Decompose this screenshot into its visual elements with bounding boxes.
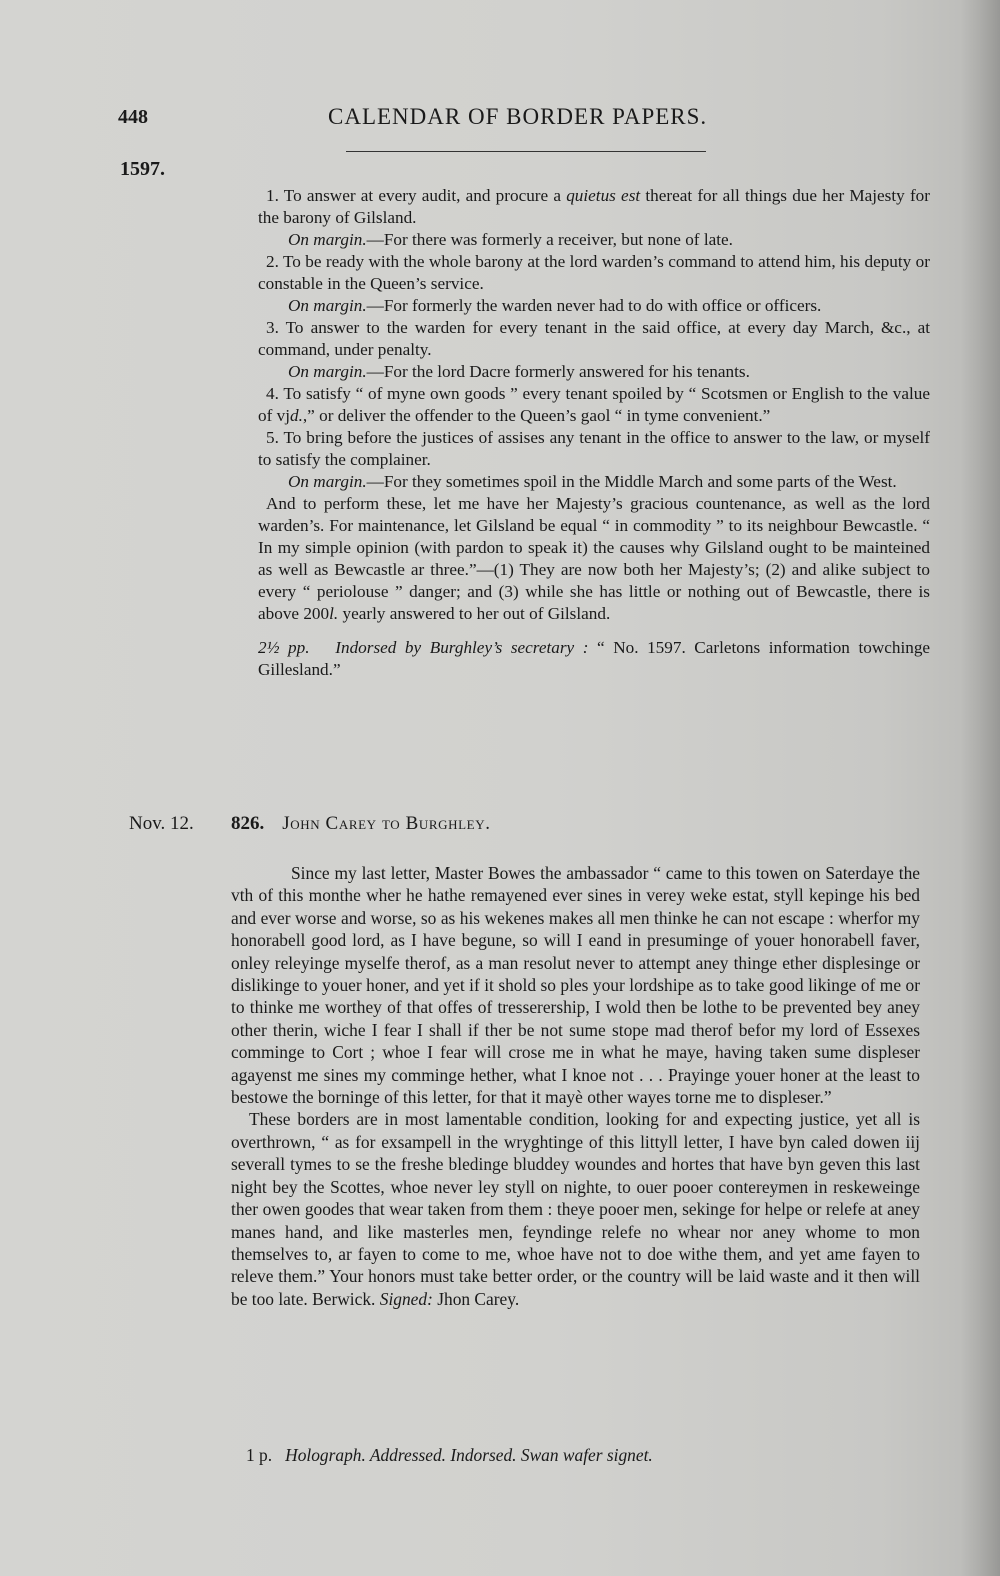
running-title: CALENDAR OF BORDER PAPERS. <box>328 104 708 129</box>
signed-label: Signed: <box>379 1288 433 1309</box>
letter-body <box>231 862 920 1310</box>
entry-heading <box>231 813 491 835</box>
endorsement-pages: 2½ pp. <box>258 638 310 657</box>
page-header <box>118 104 728 144</box>
item-4: 4. To satisfy “ of myne own goods ” every tenant spoiled by “ Scotsmen or English to the value of vjd.,” or deliver the offender to the Queen’s gaol “ in tyme convenient.” <box>258 384 930 425</box>
year-label: 1597. <box>120 158 165 180</box>
page-number: 448 <box>118 106 148 128</box>
item-3: 3. To answer to the warden for every tenant in the said office, at every day March, &c., at command, under penalty. <box>258 318 930 359</box>
item-1: 1. To answer at every audit, and procure a quietus est thereat for all things due her Majesty for the barony of Gilsland. <box>258 186 930 227</box>
header-rule <box>346 151 706 152</box>
signature: Jhon Carey. <box>437 1288 520 1309</box>
footnote-notes: Holograph. Addressed. Indorsed. Swan wafer signet. <box>285 1445 653 1465</box>
entry-date: Nov. 12. <box>129 813 194 834</box>
footnote-pages: 1 p. <box>246 1445 273 1465</box>
margin-note-2: On margin.—For formerly the warden never had to do with office or officers. <box>288 296 822 315</box>
letter-footnote <box>246 1445 653 1466</box>
entry-number: 826. <box>231 813 265 834</box>
endorsement <box>258 637 930 681</box>
binding-shadow <box>960 0 1000 1576</box>
margin-note-5: On margin.—For they sometimes spoil in the Middle March and some parts of the West. <box>288 472 897 491</box>
margin-note-1: On margin.—For there was formerly a receiver, but none of late. <box>288 230 733 249</box>
endorsement-text: “ No. 1597. Carletons information towchinge Gillesland.” <box>258 638 931 679</box>
margin-note-3: On margin.—For the lord Dacre formerly answered for his tenants. <box>288 362 750 381</box>
letter-paragraph-2: These borders are in most lamentable condition, looking for and expecting justice, yet all is overthrown, “ as for exsampell in the wryghtinge of this littyll letter, I have byn caled dowen iij severall tymes to se the freshe bledinge bluddey woundes and hortes that have byn geven this last night bey the Scottes, whoe never ley styll on nighte, to ouer pooer contereymen in reskeweinge ther owen goodes that wear taken from them : theye pooer men, sekinge for helpe or relefe at aney manes hand, and like masterles men, feyndinge relefe no whear nor aney whome to mon themselves to, ar fayen to come to me, whoe have not to doe withe them, and yet ame fayen to releve them.” Your honors must take better order, or the country will be laid waste and it then will be too late. Berwick. Signed: Jhon Carey. <box>231 1109 920 1309</box>
item-2: 2. To be ready with the whole barony at the lord warden’s command to attend him, his deputy or constable in the Queen’s service. <box>258 252 930 293</box>
letter-paragraph-1: Since my last letter, Master Bowes the ambassador “ came to this towen on Saterdaye the vth of this monthe wher he hathe remayened ever sines in verey weke estat, styll kepinge his bed and ever worse and worse, so as his wekenes makes all men thinke he can not escape : wherfor my honorabell good lord, as I have begune, so will I eand in presuminge of youer honorabell faver, onley releyinge myselfe therof, as a man resolut never to attempt aney thinge ether displesinge or dislikinge to youer honer, and yet if it shold so ples your lordshipe as to take good likinge of me or to thinke me worthey of that offes of tresserership, I wold then be lothe to be prevented bey aney other therin, wiche I fear I shall if ther be not sume stope mad therof befor my lord of Essexes comminge to Cort ; whoe I fear will crose me in what he maye, having taken sume displeser agayenst me sines my comminge hether, what I knoe not . . . Prayinge youer honer at the least to bestowe the borninge of this letter, for that it mayè other wayes torne me to displeser.” <box>231 863 920 1108</box>
item-5: 5. To bring before the justices of assises any tenant in the office to answer to the law, or myself to satisfy the complainer. <box>258 428 930 469</box>
maintenance-paragraph: And to perform these, let me have her Majesty’s gracious countenance, as well as the lord warden’s. For maintenance, let Gilsland be equal “ in commodity ” to its neighbour Bewcastle. “ In my simple opinion (with pardon to speak it) the causes why Gilsland ought to be mainteined as well as Bewcastle ar three.”—(1) They are now both her Majesty’s; (2) and alike subject to every “ periolouse ” danger; and (3) while she has little or nothing out of Bewcastle, there is above 200l. yearly answered to her out of Gilsland. <box>258 494 930 623</box>
endorsement-indorsed: Indorsed by Burghley’s secretary : <box>335 638 589 657</box>
information-body <box>258 185 930 681</box>
entry-title: John Carey to Burghley. <box>282 813 491 834</box>
